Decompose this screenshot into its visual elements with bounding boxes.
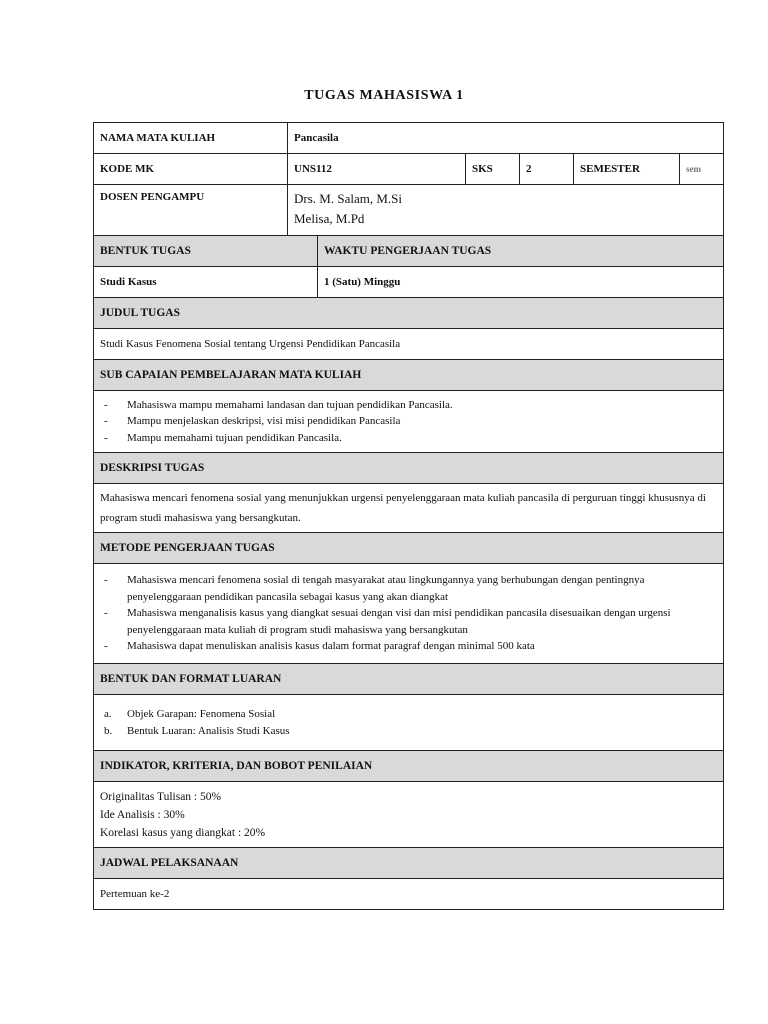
semester-label: SEMESTER xyxy=(574,154,680,185)
deskripsi-header-row xyxy=(94,453,724,484)
list-item-text: Bentuk Luaran: Analisis Studi Kasus xyxy=(127,724,290,737)
list-item: - Mahasiswa dapat menuliskan analisis kasus dalam format paragraf dengan minimal 500 kata xyxy=(100,638,717,655)
list-item: - Mampu menjelaskan deskripsi, visi misi pendidikan Pancasila xyxy=(100,413,717,430)
luaran-header-row xyxy=(94,664,724,695)
metode-list xyxy=(100,572,717,655)
judul-header-row xyxy=(94,298,724,329)
sub-cpmk-list xyxy=(100,397,717,447)
list-item: - Mahasiswa menganalisis kasus yang diangkat sesuai dengan visi dan misi pendidikan pancasila disesuaikan dengan urgensi penyelenggaraan mata kuliah di program studi mahasiswa yang bersangkutan xyxy=(100,605,717,638)
metode-list-row xyxy=(94,564,724,664)
list-item: - Mampu memahami tujuan pendidikan Pancasila. xyxy=(100,430,717,447)
list-marker: b. xyxy=(104,724,113,737)
list-item-text: Objek Garapan: Fenomena Sosial xyxy=(127,708,276,720)
indikator-cell xyxy=(94,782,724,848)
luaran-cell xyxy=(94,695,724,751)
list-item: - Mahasiswa mampu memahami landasan dan tujuan pendidikan Pancasila. xyxy=(100,397,717,414)
jadwal-label: JADWAL PELAKSANAAN xyxy=(94,848,724,879)
sks-value: 2 xyxy=(520,154,574,185)
course-name-label: NAMA MATA KULIAH xyxy=(94,123,288,154)
jadwal-header-row xyxy=(94,848,724,879)
list-item: - Mahasiswa mencari fenomena sosial di tengah masyarakat atau lingkungannya yang berhubungan dengan pentingnya penyelenggaraan pendidikan pancasila sebagai kasus yang akan diangkat xyxy=(100,572,717,605)
deskripsi-label: DESKRIPSI TUGAS xyxy=(94,453,724,484)
course-name-value: Pancasila xyxy=(288,123,724,154)
sub-cpmk-label: SUB CAPAIAN PEMBELAJARAN MATA KULIAH xyxy=(94,360,724,391)
luaran-list-row xyxy=(94,695,724,751)
course-code-row xyxy=(94,154,724,185)
course-name-row xyxy=(94,123,724,154)
metode-label: METODE PENGERJAAN TUGAS xyxy=(94,533,724,564)
list-item xyxy=(100,706,717,723)
indikator-value-row xyxy=(94,782,724,848)
indikator-label: INDIKATOR, KRITERIA, DAN BOBOT PENILAIAN xyxy=(94,751,724,782)
indikator-line: Originalitas Tulisan : 50% xyxy=(100,790,222,803)
semester-value: sem xyxy=(680,154,724,185)
lecturer-names xyxy=(288,185,724,236)
course-code-value: UNS112 xyxy=(288,154,466,185)
sub-cpmk-cell xyxy=(94,391,724,453)
task-form-label: BENTUK TUGAS xyxy=(94,236,318,267)
lecturer-name: Drs. M. Salam, M.Si xyxy=(294,191,402,206)
indikator-line: Korelasi kasus yang diangkat : 20% xyxy=(100,826,266,839)
task-form-value: Studi Kasus xyxy=(94,267,318,298)
luaran-label: BENTUK DAN FORMAT LUARAN xyxy=(94,664,724,695)
lecturer-row xyxy=(94,185,724,236)
metode-cell xyxy=(94,564,724,664)
sub-cpmk-list-row xyxy=(94,391,724,453)
deskripsi-value: Mahasiswa mencari fenomena sosial yang menunjukkan urgensi penyelenggaraan mata kuliah pancasila di perguruan tinggi khususnya di program studi mahasiswa yang bersangkutan. xyxy=(94,484,724,533)
task-time-value: 1 (Satu) Minggu xyxy=(318,267,724,298)
indikator-header-row xyxy=(94,751,724,782)
luaran-list xyxy=(100,706,717,739)
list-item xyxy=(100,723,717,740)
indikator-line: Ide Analisis : 30% xyxy=(100,808,185,821)
judul-value: Studi Kasus Fenomena Sosial tentang Urgensi Pendidikan Pancasila xyxy=(94,329,724,360)
course-code-label: KODE MK xyxy=(94,154,288,185)
list-marker: a. xyxy=(104,708,112,720)
page-title: TUGAS MAHASISWA 1 xyxy=(304,88,464,103)
deskripsi-value-row xyxy=(94,484,724,533)
lecturer-label: DOSEN PENGAMPU xyxy=(94,185,288,236)
task-value-row xyxy=(94,267,724,298)
judul-label: JUDUL TUGAS xyxy=(94,298,724,329)
jadwal-value: Pertemuan ke-2 xyxy=(94,879,724,910)
lecturer-name: Melisa, M.Pd xyxy=(294,211,365,226)
sub-cpmk-header-row xyxy=(94,360,724,391)
sks-label: SKS xyxy=(466,154,520,185)
task-header-row xyxy=(94,236,724,267)
jadwal-value-row xyxy=(94,879,724,910)
task-time-label: WAKTU PENGERJAAN TUGAS xyxy=(318,236,724,267)
assignment-form-table xyxy=(93,122,724,910)
judul-value-row xyxy=(94,329,724,360)
metode-header-row xyxy=(94,533,724,564)
